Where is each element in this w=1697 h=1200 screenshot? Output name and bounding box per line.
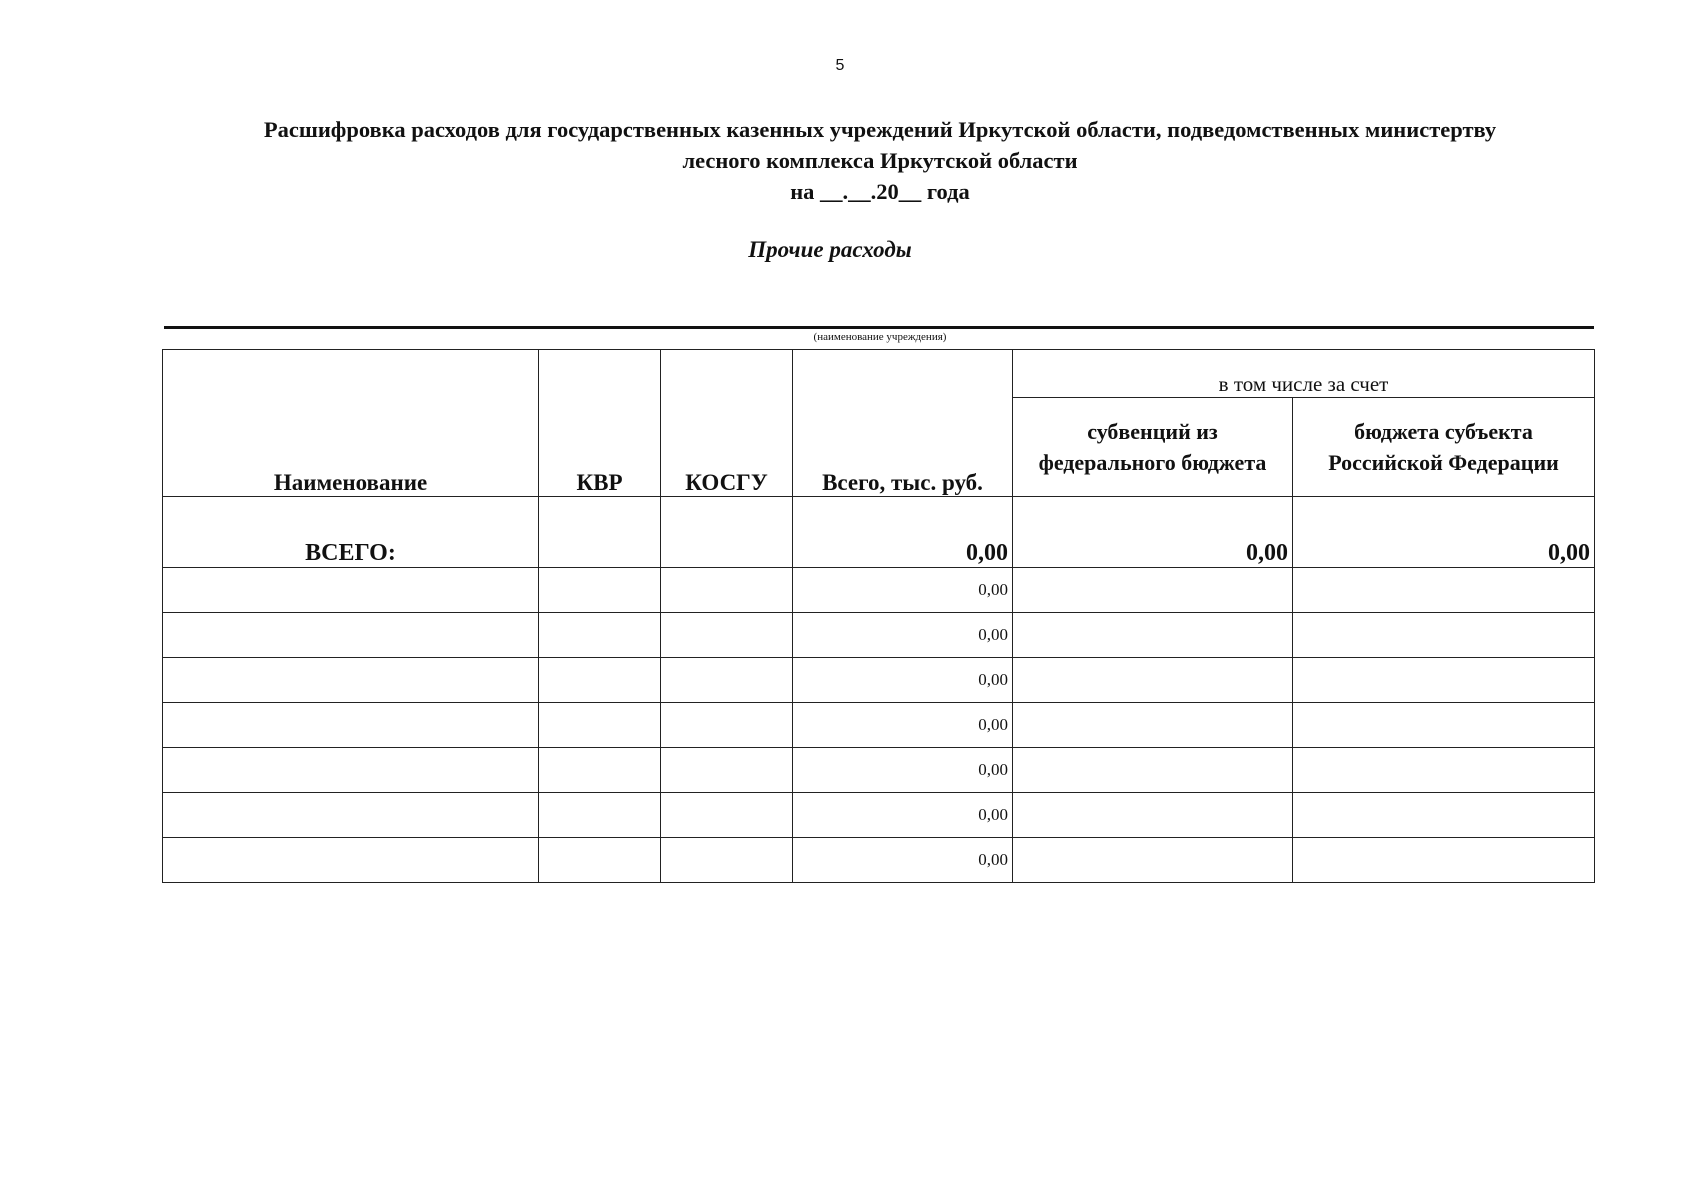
federal-cell: [1013, 613, 1293, 658]
regional-cell: [1293, 658, 1595, 703]
total-row: [163, 497, 1595, 568]
header-name: Наименование: [163, 350, 539, 497]
name-cell: [163, 838, 539, 883]
federal-cell: [1013, 793, 1293, 838]
regional-cell: [1293, 838, 1595, 883]
row-total-value: 0,00: [793, 658, 1013, 703]
federal-cell: [1013, 748, 1293, 793]
table-row: [163, 703, 1595, 748]
header-regional: бюджета субъекта Российской Федерации: [1293, 398, 1595, 497]
name-cell: [163, 748, 539, 793]
federal-cell: [1013, 703, 1293, 748]
row-total-value: 0,00: [793, 703, 1013, 748]
kosgu-cell: [661, 793, 793, 838]
kosgu-cell: [661, 748, 793, 793]
total-kvr-cell: [539, 497, 661, 568]
kvr-cell: [539, 658, 661, 703]
name-cell: [163, 568, 539, 613]
kvr-cell: [539, 793, 661, 838]
regional-cell: [1293, 568, 1595, 613]
kosgu-cell: [661, 658, 793, 703]
kvr-cell: [539, 748, 661, 793]
total-kosgu-cell: [661, 497, 793, 568]
name-cell: [163, 658, 539, 703]
name-cell: [163, 703, 539, 748]
document-subtitle: Прочие расходы: [748, 237, 912, 262]
row-total-value: 0,00: [793, 748, 1013, 793]
table-row: [163, 658, 1595, 703]
regional-cell: [1293, 703, 1595, 748]
page-number: 5: [835, 57, 845, 74]
regional-cell: [1293, 793, 1595, 838]
institution-name-line: [164, 326, 1594, 329]
kosgu-cell: [661, 568, 793, 613]
federal-cell: [1013, 568, 1293, 613]
table-row: [163, 748, 1595, 793]
regional-cell: [1293, 748, 1595, 793]
header-kvr: КВР: [539, 350, 661, 497]
kosgu-cell: [661, 703, 793, 748]
kvr-cell: [539, 613, 661, 658]
header-federal: субвенций из федерального бюджета: [1013, 398, 1293, 497]
institution-caption: (наименование учреждения): [813, 331, 947, 343]
header-including: в том числе за счет: [1013, 350, 1595, 398]
header-row-1: [163, 350, 1595, 398]
total-regional-value: 0,00: [1293, 497, 1595, 568]
kosgu-cell: [661, 838, 793, 883]
row-total-value: 0,00: [793, 793, 1013, 838]
total-label: ВСЕГО:: [163, 497, 539, 568]
document-title: [160, 114, 1600, 207]
table-row: [163, 613, 1595, 658]
title-line-3: на __.__.20__ года: [790, 179, 970, 204]
kvr-cell: [539, 568, 661, 613]
name-cell: [163, 613, 539, 658]
regional-cell: [1293, 613, 1595, 658]
table-row: [163, 793, 1595, 838]
total-federal-value: 0,00: [1013, 497, 1293, 568]
kosgu-cell: [661, 613, 793, 658]
federal-cell: [1013, 658, 1293, 703]
table-row: [163, 838, 1595, 883]
kvr-cell: [539, 703, 661, 748]
name-cell: [163, 793, 539, 838]
federal-cell: [1013, 838, 1293, 883]
title-line-1: Расшифровка расходов для государственных казенных учреждений Иркутской области, подведомственных министертву: [263, 117, 1497, 142]
row-total-value: 0,00: [793, 568, 1013, 613]
total-value: 0,00: [793, 497, 1013, 568]
row-total-value: 0,00: [793, 838, 1013, 883]
row-total-value: 0,00: [793, 613, 1013, 658]
kvr-cell: [539, 838, 661, 883]
expenses-table: [162, 349, 1595, 883]
header-total: Всего, тыс. руб.: [793, 350, 1013, 497]
table-row: [163, 568, 1595, 613]
title-line-2: лесного комплекса Иркутской области: [682, 148, 1078, 173]
header-kosgu: КОСГУ: [661, 350, 793, 497]
